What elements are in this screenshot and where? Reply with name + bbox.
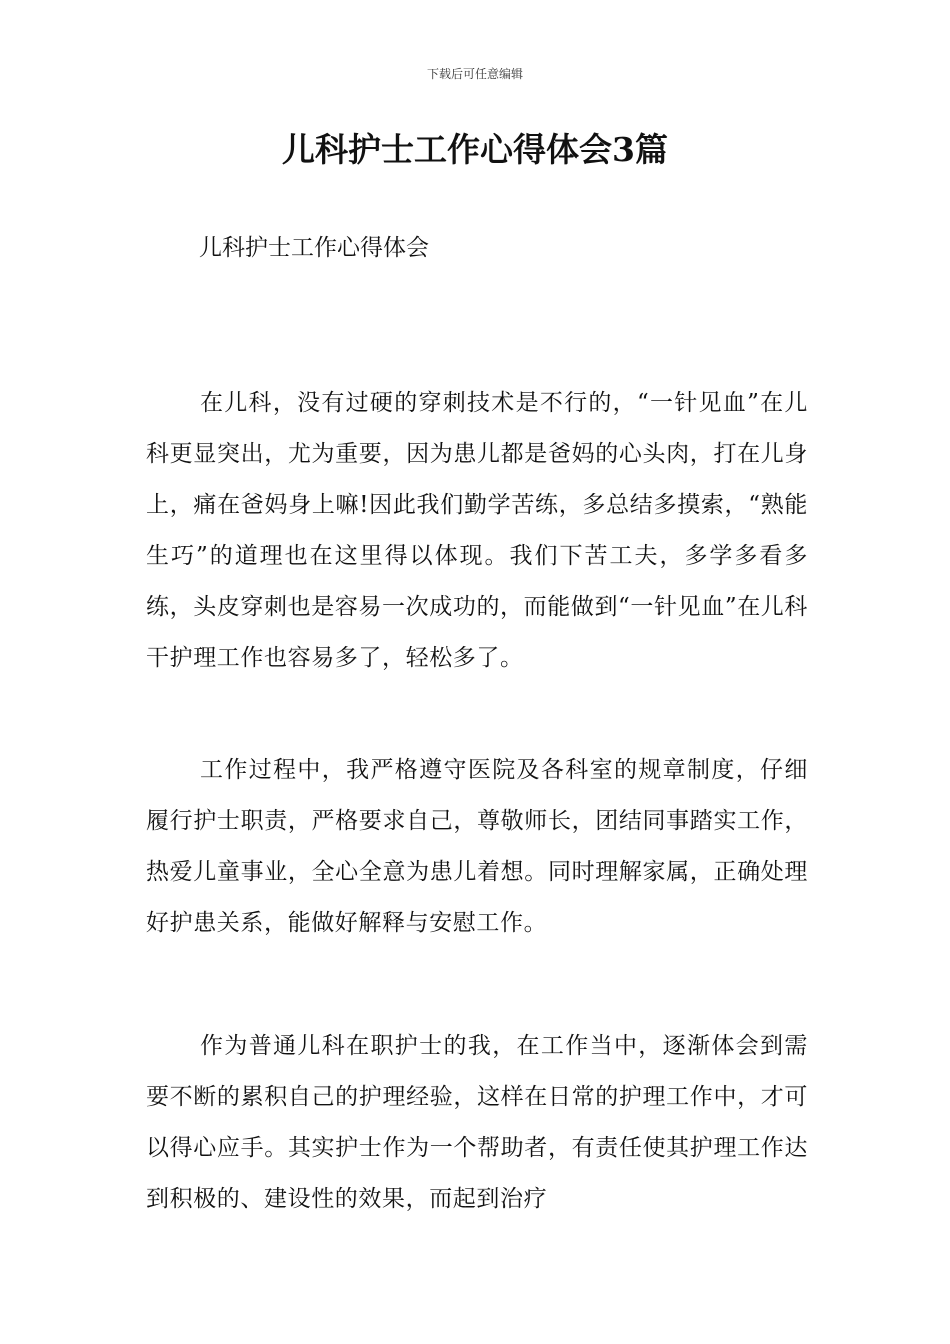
document-subtitle: 儿科护士工作心得体会 <box>199 235 429 261</box>
paragraph-1: 在儿科，没有过硬的穿刺技术是不行的，“一针见血”在儿科更显突出，尤为重要，因为患儿都是爸妈的心头肉，打在儿身上，痛在爸妈身上嘛!因此我们勤学苦练，多总结多摸索，“熟能生巧”的道理也在这里得以体现。我们下苦工夫，多学多看多练，头皮穿刺也是容易一次成功的，而能做到“一针见血”在儿科干护理工作也容易多了，轻松多了。 <box>146 390 808 671</box>
document-title: 儿科护士工作心得体会3篇 <box>282 130 668 169</box>
paragraph-2: 工作过程中，我严格遵守医院及各科室的规章制度，仔细履行护士职责，严格要求自己，尊敬师长，团结同事踏实工作，热爱儿童事业，全心全意为患儿着想。同时理解家属，正确处理好护患关系，能做好解释与安慰工作。 <box>146 757 808 936</box>
paragraph-3: 作为普通儿科在职护士的我，在工作当中，逐渐体会到需要不断的累积自己的护理经验，这样在日常的护理工作中，才可以得心应手。其实护士作为一个帮助者，有责任使其护理工作达到积极的、建设性的效果，而起到治疗 <box>146 1033 808 1212</box>
header-note: 下载后可任意编辑 <box>426 67 523 81</box>
